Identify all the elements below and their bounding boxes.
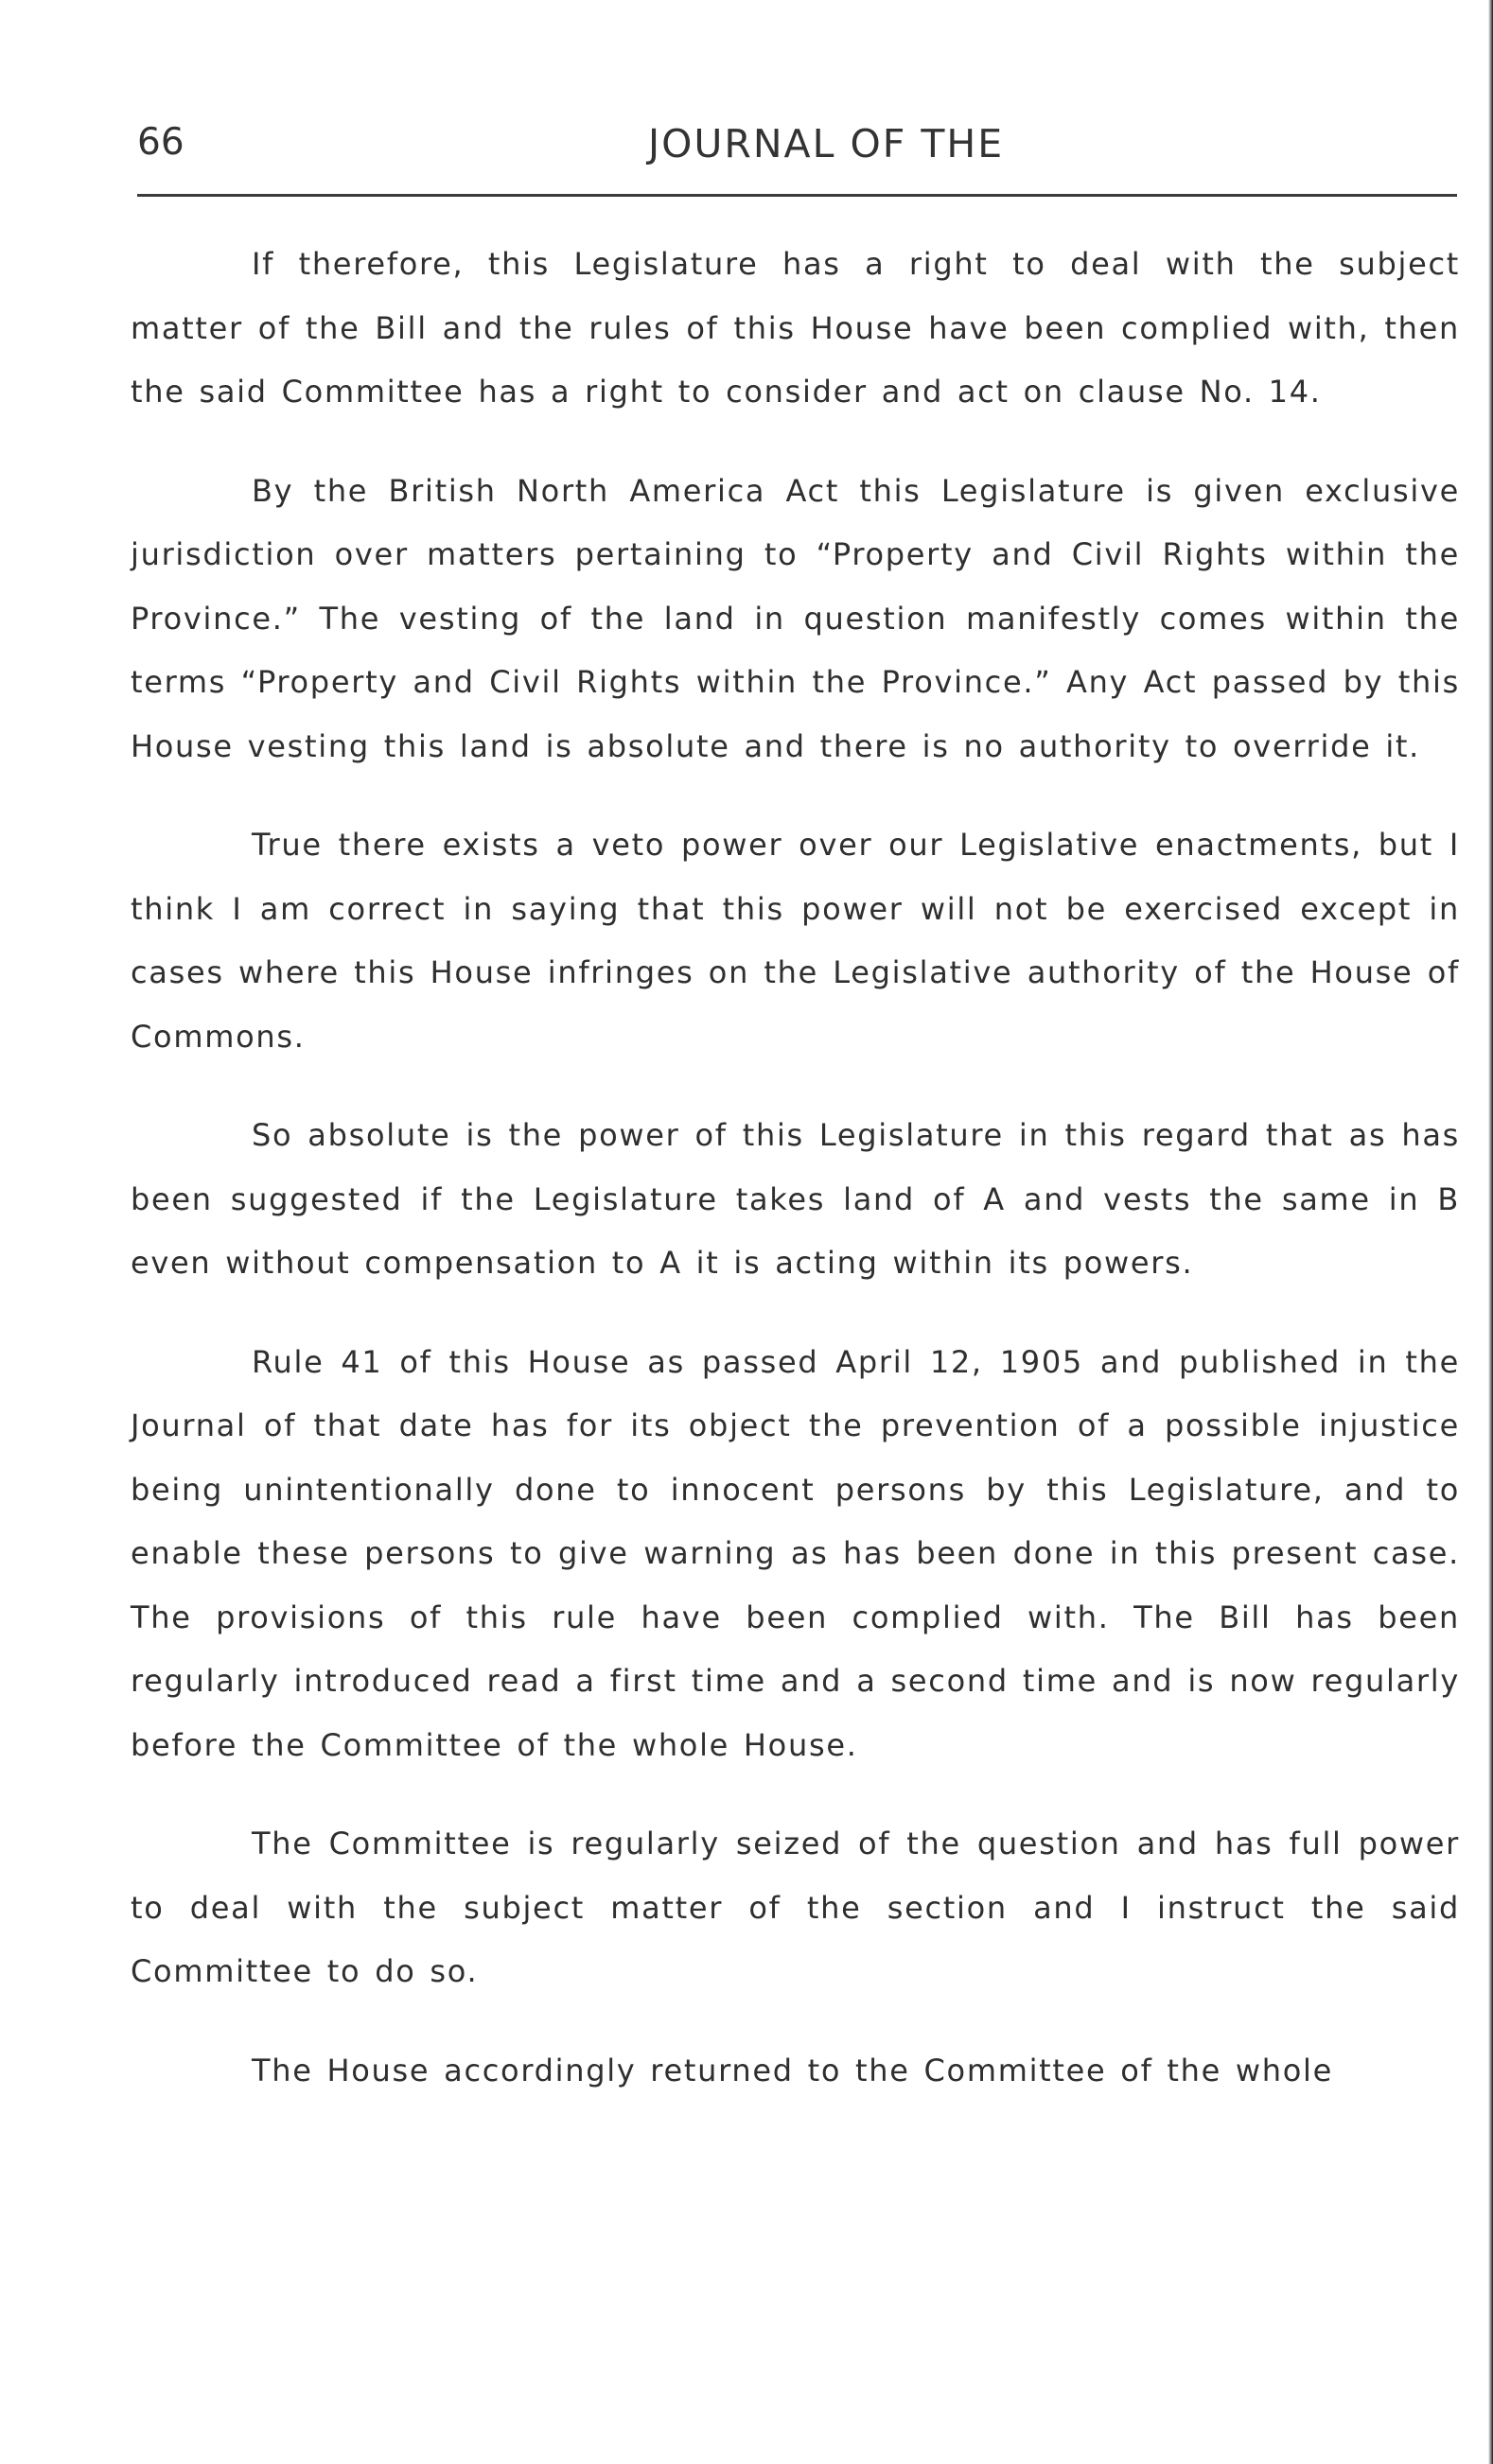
paragraph-6: The Committee is regularly seized of the question and has full power to deal with the subject matter of the section and I instruct the said Committee to do so. [131,1826,1460,1989]
page-edge-shadow [1488,0,1493,2464]
paragraph-gap [131,1296,1460,1331]
paragraph-4: So absolute is the power of this Legislature in this regard that as has been suggested if the Legislature takes land of A and vests the same in B even without compensation to A it is acting within its powers. [131,1117,1460,1281]
paragraph-1: If therefore, this Legislature has a right to deal with the subject matter of the Bill and the rules of this House have been complied with, then the said Committee has a right to consider and act on clause No. 14. [131,246,1460,410]
paragraph-3: True there exists a veto power over our Legislative enactments, but I think I am correct in saying that this power will not be exercised except in cases where this House infringes on the Legislative authority of the House of Commons. [131,827,1460,1055]
page-number: 66 [137,121,184,164]
running-head: JOURNAL OF THE [648,121,1005,166]
paragraph-gap [131,1777,1460,1812]
paragraph-gap [131,2004,1460,2039]
body-text [131,233,1460,2103]
paragraph-gap [131,1069,1460,1104]
paragraph-gap [131,425,1460,460]
paragraph-7: The House accordingly returned to the Committee of the whole [252,2052,1334,2088]
paragraph-gap [131,778,1460,813]
paragraph-2: By the British North America Act this Legislature is given exclusive jurisdiction over matters pertaining to “Property and Civil Rights within the Province.” The vesting of the land in question manifestly comes within the terms “Property and Civil Rights within the Province.” Any Act passed by this House vesting this land is absolute and there is no authority to override it. [131,472,1460,764]
page-header [137,121,1457,178]
paragraph-5: Rule 41 of this House as passed April 12, 1905 and published in the Journal of that date has for its object the prevention of a possible injustice being unintentionally done to innocent persons by this Legislature, and to enable these persons to give warning as has been done in this present case. The provisions of this rule have been complied with. The Bill has been regularly introduced read a first time and a second time and is now regularly before the Committee of the whole House. [131,1343,1460,1763]
header-rule [137,194,1457,197]
